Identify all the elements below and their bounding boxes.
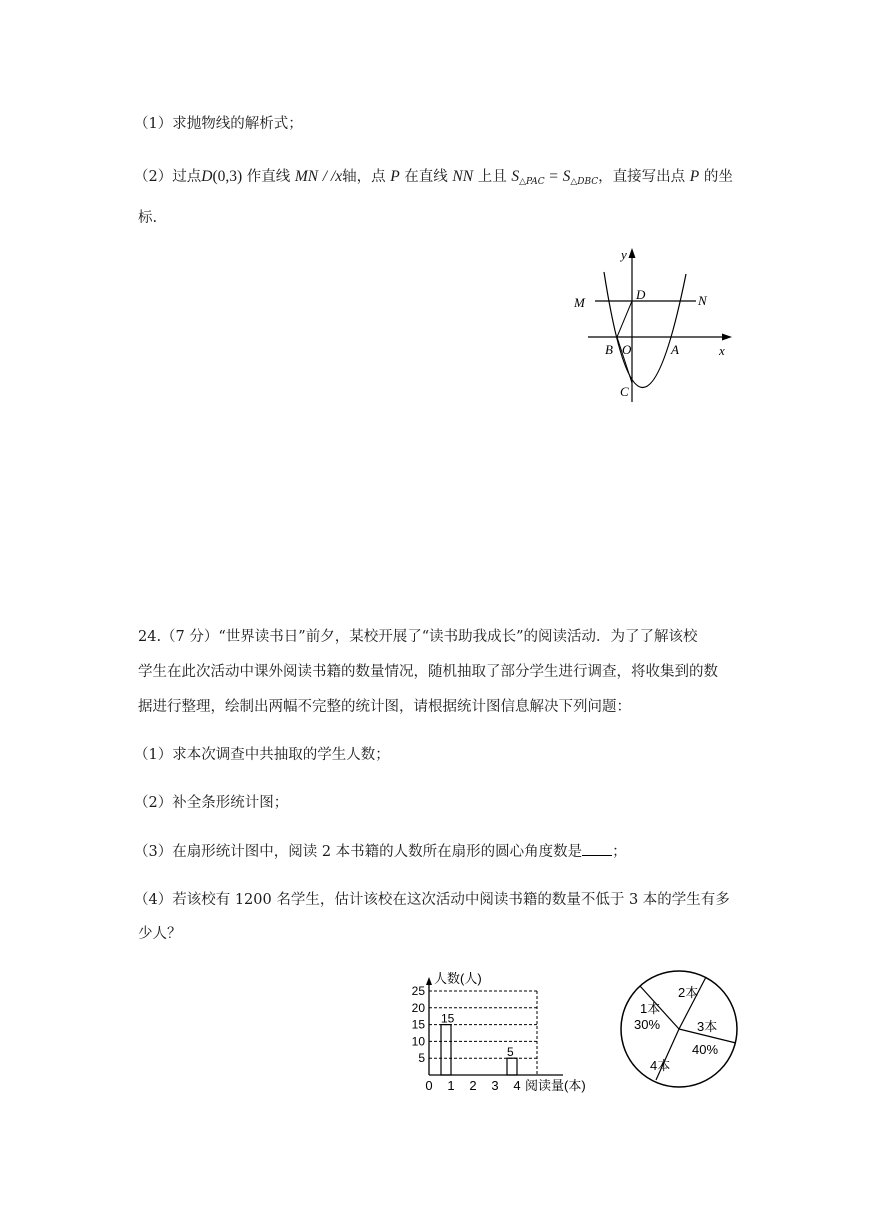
parabola-figure	[565, 240, 745, 405]
y-tick-label: 10	[411, 1034, 425, 1049]
q24-line3: 据进行整理，绘制出两幅不完整的统计图，请根据统计图信息解决下列问题：	[138, 699, 631, 715]
q24-part3: （3）在扇形统计图中，阅读 2 本书籍的人数所在扇形的圆心角度数是 ；	[134, 844, 627, 860]
q24-part4-continued: 少人？	[138, 926, 182, 942]
q23-part2: （2）过点D(0,3) 作直线 MN / /x轴，点 P 在直线 NN 上且 $S_{\triangle PAC} = S_{\triangle DBC}$，直接写出点 P 的坐	[134, 168, 733, 187]
y-axis-arrow	[426, 977, 432, 985]
pie-slice-percent: 40%	[692, 1042, 719, 1057]
y-tick-label: 20	[411, 1000, 425, 1015]
bar-chart	[400, 965, 610, 1095]
answer-blank	[582, 843, 612, 856]
x-tick-label: 1	[447, 1078, 455, 1093]
x-tick-label: 3	[491, 1078, 499, 1093]
label-n: N	[698, 293, 707, 308]
label-d: D	[636, 287, 646, 302]
x-axis-title: 阅读量(本)	[525, 1078, 586, 1093]
pie-chart	[618, 968, 740, 1090]
label-m: M	[574, 295, 585, 310]
q23-part1: （1）求抛物线的解析式；	[134, 116, 303, 132]
bar-value-label: 15	[441, 1011, 455, 1026]
pie-slice-label: 1本	[640, 1001, 661, 1016]
label-y: y	[621, 247, 627, 262]
x-tick-label: 0	[425, 1078, 433, 1093]
q23-part2-continued: 标.	[138, 210, 158, 226]
area-expression: $S_{\triangle PAC} = S_{\triangle DBC}$	[511, 168, 599, 187]
bar-1	[441, 1025, 451, 1075]
y-tick-label: 5	[418, 1051, 425, 1066]
q24-part1: （1）求本次调查中共抽取的学生人数；	[134, 747, 390, 763]
q24-line2: 学生在此次活动中课外阅读书籍的数量情况，随机抽取了部分学生进行调查，将收集到的数	[138, 664, 718, 680]
q24-line1: 24.（7 分）“世界读书日”前夕，某校开展了“读书助我成长”的阅读活动．为了了解该校	[138, 629, 698, 645]
x-tick-label: 4	[513, 1078, 521, 1093]
bar-4	[507, 1058, 517, 1075]
x-tick-label: 2	[469, 1078, 477, 1093]
q24-part2: （2）补全条形统计图；	[134, 795, 289, 811]
label-b: B	[605, 342, 613, 357]
y-tick-label: 15	[411, 1017, 425, 1032]
label-x: x	[719, 343, 725, 358]
pie-slice-percent: 30%	[634, 1017, 661, 1032]
y-tick-label: 25	[411, 984, 425, 998]
label-o: O	[622, 342, 632, 357]
pie-slice-label: 3本	[697, 1019, 718, 1034]
q24-part4: （4）若该校有 1200 名学生，估计该校在这次活动中阅读书籍的数量不低于 3 本的学生有多	[134, 892, 730, 908]
bar-value-label: 5	[507, 1045, 514, 1060]
pie-slice-label: 2本	[678, 985, 699, 1000]
pie-slice-label: 4本	[650, 1058, 671, 1073]
y-axis-title: 人数(人)	[434, 971, 482, 986]
label-a: A	[671, 342, 679, 357]
label-c: C	[620, 384, 629, 399]
